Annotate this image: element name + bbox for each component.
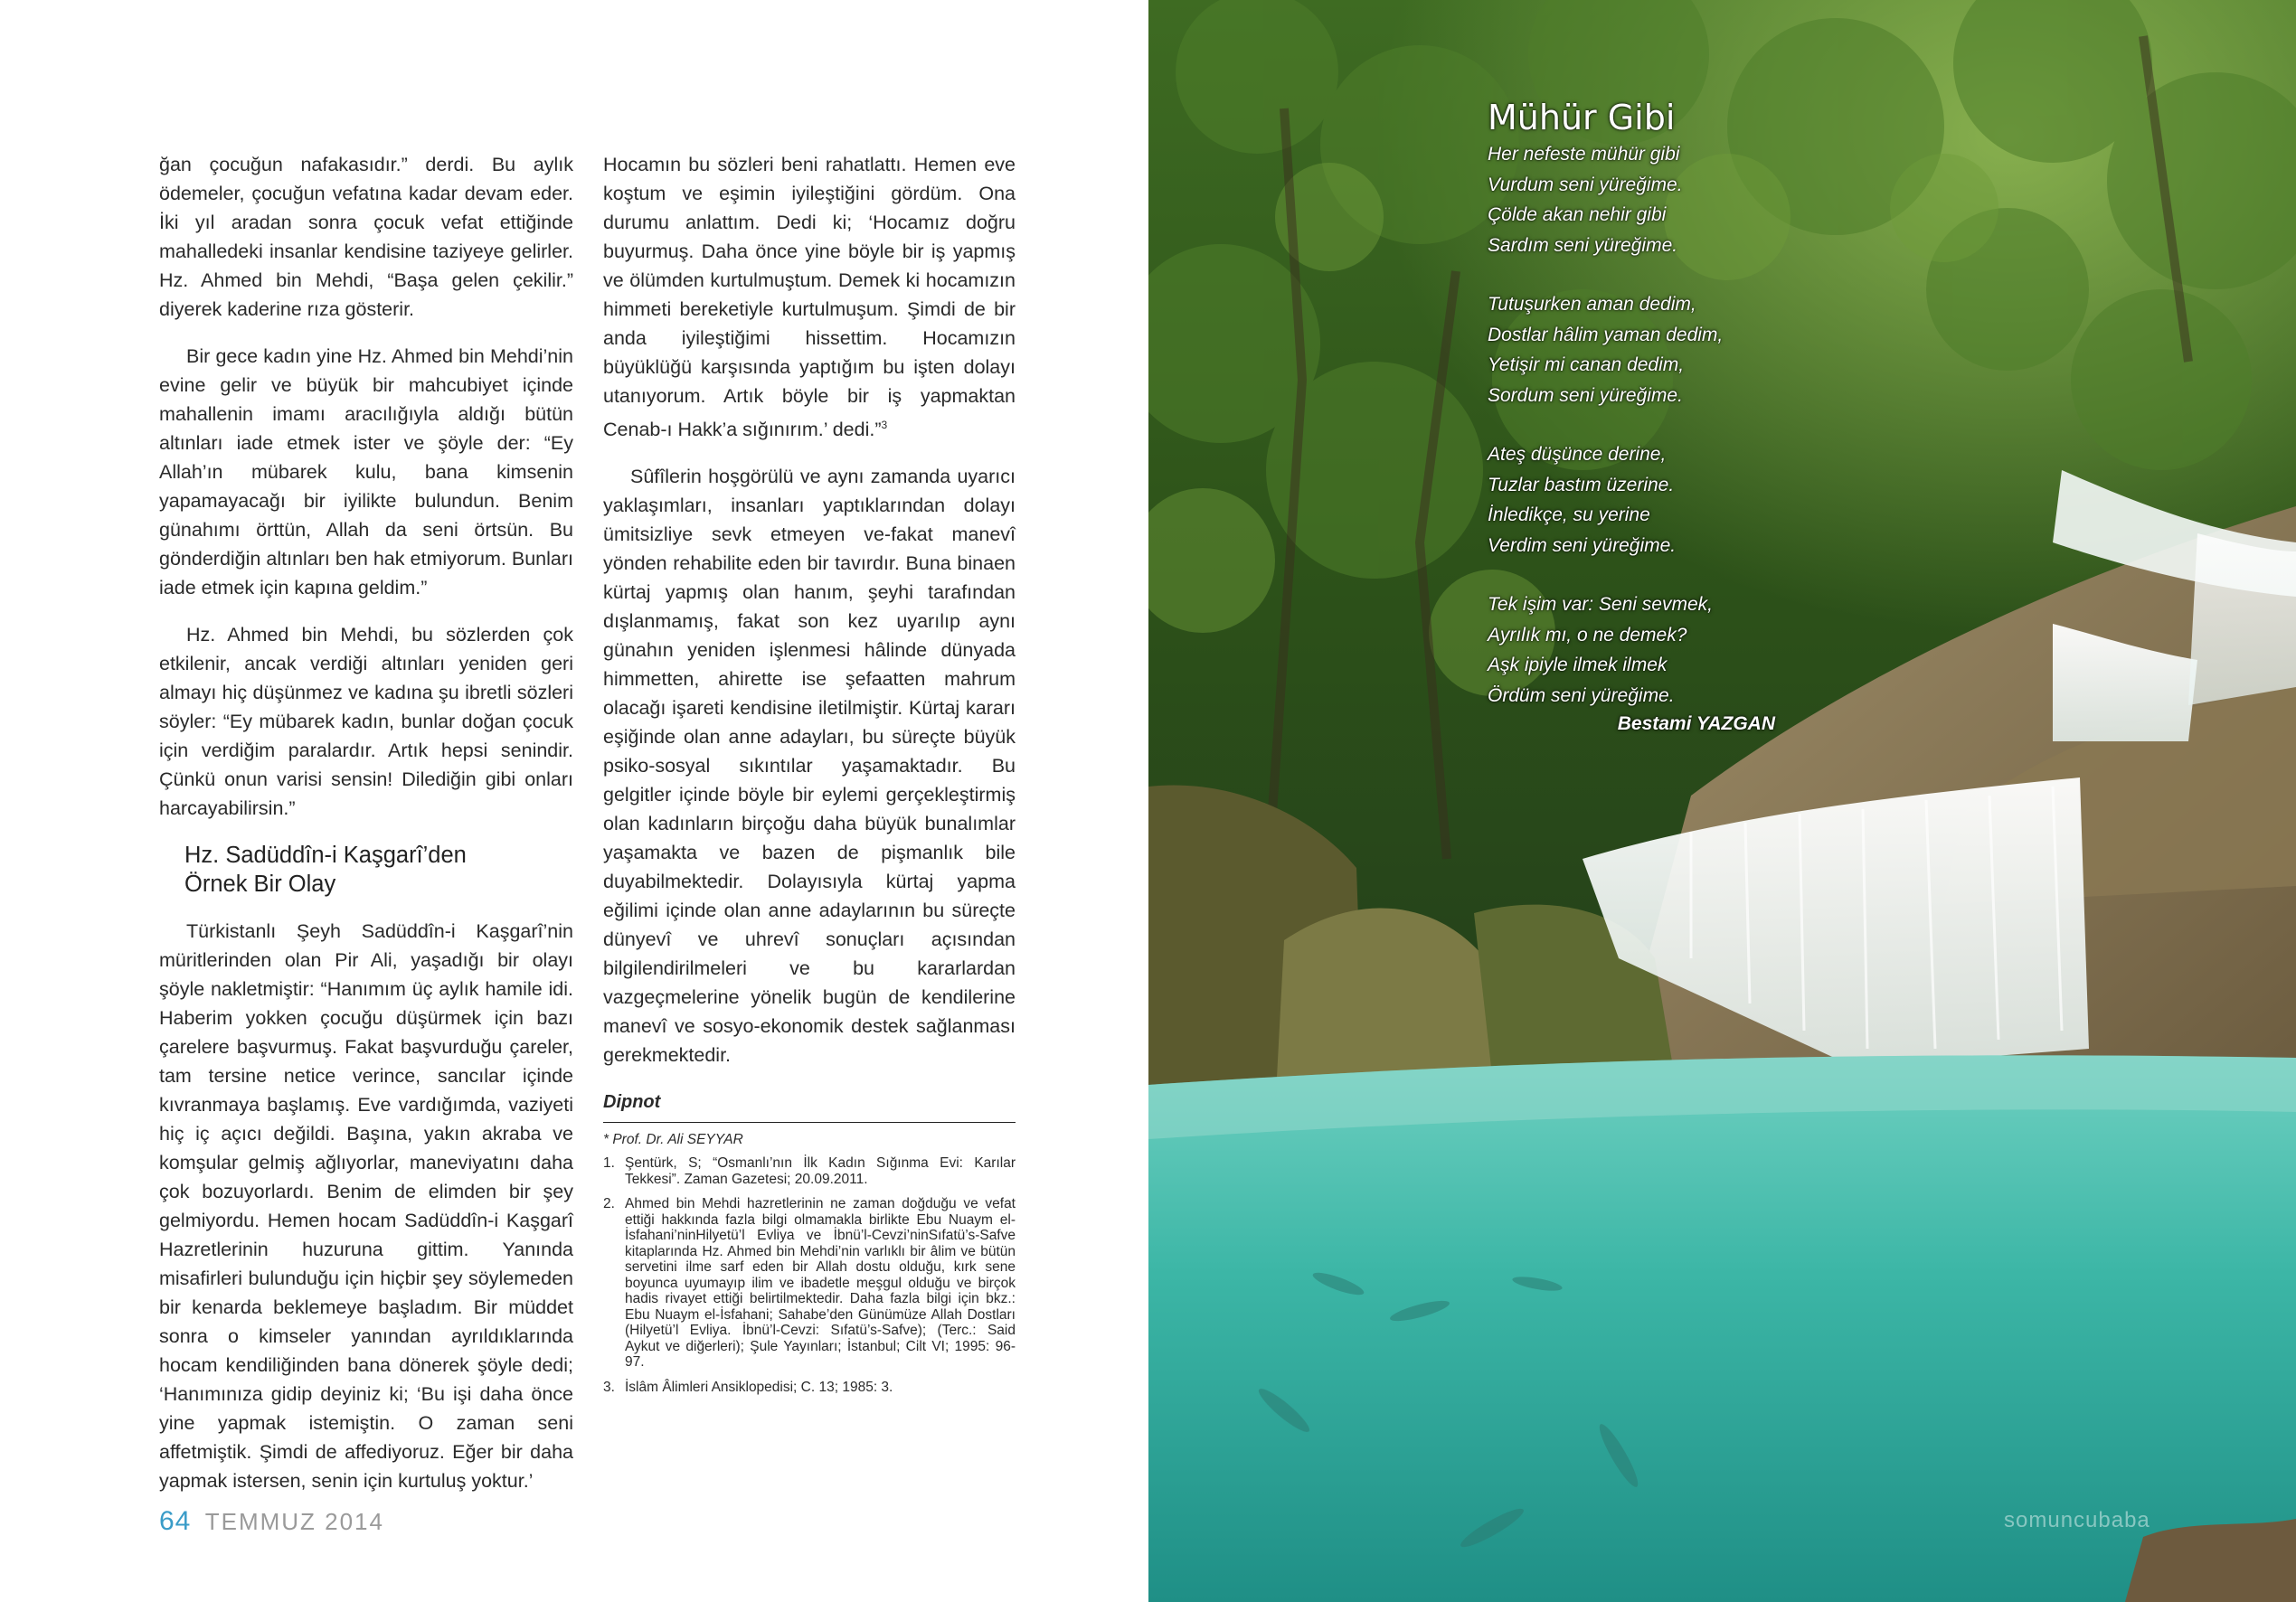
poem-line: İnledikçe, su yerine bbox=[1488, 504, 1650, 525]
footnotes-title: Dipnot bbox=[603, 1088, 1016, 1123]
poem-line: Ördüm seni yüreğime. bbox=[1488, 684, 1675, 706]
paragraph: ğan çocuğun nafakasıdır.” derdi. Bu aylık ödemeler, çocuğun vefatına kadar devam eder. İki yıl aradan sonra çocuk vefat ettiğinde mahalledeki insanlar kendisine taziyeye gelirler. Hz. Ahmed bin Mehdi, “Başa gelen çekilir.” diyerek kaderine rıza gösterir. bbox=[159, 154, 573, 320]
poem-line: Dostlar hâlim yaman dedim, bbox=[1488, 324, 1724, 345]
poem-line: Ateş düşünce derine, bbox=[1488, 444, 1667, 465]
paragraph-text: Hocamın bu sözleri beni rahatlattı. Hemen eve koştum ve eşimin iyileştiğini gördüm. Ona durumu anlattım. Dedi ki; ‘Hocamız doğru buyurmuş. Daha önce yine böyle bir iş yapmış ve ölümden kurtulmuştum. Demek ki hocamızın himmeti bereketiyle kurtulmuşum. Şimdi de bir anda iyileştiğimi hissettim. Hocamızın büyüklüğü karşısında yaptığım bu işten dolayı utanıyorum. Artık böyle bir iş yapmaktan Cenab-ı Hakk’a sığınırım.’ dedi.” bbox=[603, 154, 1016, 441]
footnote-ref: 3 bbox=[881, 419, 888, 431]
paragraph: Bir gece kadın yine Hz. Ahmed bin Mehdi’nin evine gelir ve büyük bir mahcubiyet içinde mahallenin imamı aracılığıyla aldığı bütün altınları iade etmek ister ve şöyle der: “Ey Allah’ın mübarek kulu, bana kimsenin yapamayacağı bir iyilikte bulundun. Benim günahımı örttün, Allah da seni örtsün. Bu gönderdiğin altınları ben hak etmiyorum. Bunları iade etmek için kapına geldim.” bbox=[159, 345, 573, 598]
poem-line: Verdim seni yüreğime. bbox=[1488, 534, 1677, 556]
poem-stanza bbox=[1488, 589, 1795, 711]
poem-line: Çölde akan nehir gibi bbox=[1488, 204, 1667, 225]
section-heading-line: Örnek Bir Olay bbox=[184, 872, 336, 897]
poem-overlay bbox=[1488, 98, 1795, 738]
footnote-number: 2. bbox=[603, 1196, 615, 1212]
footnote-number: 1. bbox=[603, 1155, 615, 1172]
poem-line: Her nefeste mühür gibi bbox=[1488, 144, 1680, 165]
footnote bbox=[603, 1155, 1016, 1187]
poem-stanza bbox=[1488, 439, 1795, 561]
page-folio bbox=[159, 1506, 384, 1537]
issue-date: TEMMUZ 2014 bbox=[204, 1508, 384, 1535]
poet-name: Bestami YAZGAN bbox=[1617, 713, 1775, 734]
footnote bbox=[603, 1380, 1016, 1396]
footnote-text: İslâm Âlimleri Ansiklopedisi; C. 13; 1985: 3. bbox=[625, 1379, 893, 1395]
poem-line: Tuzlar bastım üzerine. bbox=[1488, 474, 1675, 495]
footnote-text: Ahmed bin Mehdi hazretlerinin ne zaman doğduğu ve vefat ettiği hakkında fazla bilgi olmamakla birlikte Ebu Nuaym el-İsfahani’ninHilyetü’l Evliya ve İbnü’l-Cevzi’ninSıfatü’s-Safve kitaplarında Hz. Ahmed bin Mehdi’nin varlıklı bir âlim ve bütün servetini ilme sarf eden bir Allah dostu olduğu, kırk sene boyunca uyumayıp ilim ve ibadetle meşgul olduğu ve birçok hadis rivayet ettiği belirtilmektedir. Daha fazla bilgi için bkz.: Ebu Nuaym el-İsfahani; Sahabe’den Günümüze Allah Dostları (Hilyetü’l Evliya. İbnü’l-Cevzi: Sıfatü’s-Safve); (Terc.: Said Aykut ve diğerleri); Şule Yayınları; İstanbul; Cilt VI; 1995: 96-97. bbox=[625, 1196, 1016, 1371]
section-heading-line: Hz. Sadüddîn-i Kaşgarî’den bbox=[184, 843, 467, 868]
footnote-text: Şentürk, S; “Osmanlı’nın İlk Kadın Sığınma Evi: Karılar Tekkesi”. Zaman Gazetesi; 20.09.2011. bbox=[625, 1155, 1016, 1187]
poem-stanza bbox=[1488, 289, 1795, 410]
author-note: * Prof. Dr. Ali SEYYAR bbox=[603, 1132, 743, 1148]
paragraph: Türkistanlı Şeyh Sadüddîn-i Kaşgarî’nin müritlerinden olan Pir Ali, yaşadığı bir olayı şöyle nakletmiştir: “Hanımım üç aylık hamile idi. Haberim yokken çocuğu düşürmek için bazı çarelere başvurmuş. Fakat başvurduğu çareler, tam tersine netice verince, sancılar içinde kıvranmaya başlamış. Eve vardığımda, vaziyeti hiç iç açıcı değildi. Başına, yakın akraba ve komşular gelmiş ağlıyorlar, maneviyatını daha çok bozuyorlardı. Benim de elimden bir şey gelmiyordu. Hemen hocam Sadüddîn-i Kaşgarî Hazretlerinin huzuruna gittim. Yanında misafirleri bulunduğu için hiçbir şey söylemeden bir kenarda beklemeye başladım. Bir müddet sonra o kimseler yanından ayrıldıklarında hocam kendiliğinden bana dönerek şöyle dedi; ‘Hanımınıza gidip deyiniz ki; ‘Bu işi daha önce yine yapmak istemiştin. O zaman seni affetmiştik. Şimdi de affediyoruz. Eğer bir daha yapmak istersen, senin için kurtuluş yoktur.’ bbox=[159, 920, 573, 1492]
poem-line: Aşk ipiyle ilmek ilmek bbox=[1488, 655, 1668, 675]
text-column-2 bbox=[603, 150, 1016, 1404]
footnote-number: 3. bbox=[603, 1379, 615, 1395]
section-heading bbox=[184, 841, 573, 899]
paragraph: Sûfîlerin hoşgörülü ve aynı zamanda uyarıcı yaklaşımları, insanları yaptıklarından dolayı ümitsizliye sevk etmeyen ve-fakat manevî yönden rehabilite eden bir tavırdır. Buna binaen kürtaj yapmış olan hanım, şeyhi tarafından dışlanmamış, fakat son kez uyarılıp aynı günahın yeniden işlenmesi hâlinde dünyada himmetten, ahirette ise şefaatten mahrum olacağı işareti kendisine iletilmiştir. Kürtaj kararı eşiğinde olan anne adayları, bu süreçte büyük psiko-sosyal sıkıntılar yaşamaktadır. Bu gelgitler içinde böyle bir eylemi gerçekleştirmiş olan kadınların birçoğu daha büyük bunalımlar yaşamakta ve bazen de pişmanlık bile duyabilmektedir. Dolayısıyla kürtaj yapma eğilimi içinde olan anne adaylarının bu süreçte dünyevî ve uhrevî sonuçları açısından bilgilendirilmeleri ve bu kararlardan vazgeçmelerine yönelik bugün de kendilerine manevî ve sosyo-ekonomik destek sağlanması gerekmektedir. bbox=[603, 466, 1016, 1067]
poem-title: Mühür Gibi bbox=[1488, 98, 1676, 137]
poem-stanza bbox=[1488, 139, 1795, 260]
poem-line: Ayrılık mı, o ne demek? bbox=[1488, 624, 1687, 646]
poem-line: Tek işim var: Seni sevmek, bbox=[1488, 594, 1713, 615]
poem-line: Vurdum seni yüreğime. bbox=[1488, 174, 1683, 195]
magazine-brand: somuncubaba bbox=[2004, 1508, 2150, 1532]
paragraph: Hz. Ahmed bin Mehdi, bu sözlerden çok etkilenir, ancak verdiği altınları yeniden geri almayı hiç düşünmez ve kadına şu ibretli sözleri söyler: “Ey mübarek kadın, bunlar doğan çocuk için verdiğim paralardır. Artık hepsi senindir. Çünkü onun varisi sensin! Dilediğin gibi onları harcayabilirsin.” bbox=[159, 624, 573, 819]
paragraph bbox=[603, 150, 1016, 444]
footnote bbox=[603, 1196, 1016, 1371]
poem-line: Yetişir mi canan dedim, bbox=[1488, 354, 1685, 375]
page-number: 64 bbox=[159, 1506, 192, 1536]
right-page bbox=[1148, 0, 2296, 1602]
footnote-list bbox=[603, 1155, 1016, 1395]
poem-line: Tutuşurken aman dedim, bbox=[1488, 294, 1696, 315]
text-column-1 bbox=[159, 150, 573, 1513]
poem-line: Sordum seni yüreğime. bbox=[1488, 384, 1683, 406]
poem-line: Sardım seni yüreğime. bbox=[1488, 234, 1678, 256]
